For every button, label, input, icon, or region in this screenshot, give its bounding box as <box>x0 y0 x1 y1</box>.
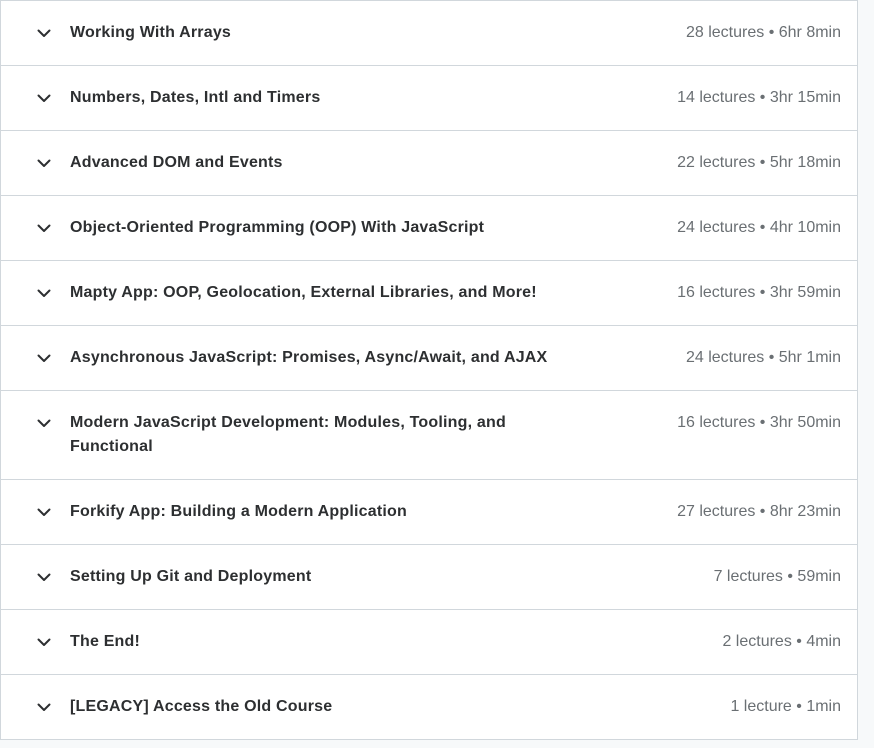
chevron-down-icon <box>37 508 51 517</box>
section-meta: 7 lectures • 59min <box>713 568 841 585</box>
chevron-down-icon <box>37 289 51 298</box>
section-title: Modern JavaScript Development: Modules, Tooling, and Functional <box>70 414 506 455</box>
section-row[interactable] <box>1 326 857 391</box>
chevron-down-icon <box>37 573 51 582</box>
section-meta: 14 lectures • 3hr 15min <box>677 89 841 106</box>
chevron-down-icon <box>37 159 51 168</box>
section-title: Object-Oriented Programming (OOP) With JavaScript <box>70 219 485 236</box>
section-meta: 24 lectures • 5hr 1min <box>685 349 841 366</box>
section-row[interactable] <box>1 675 857 740</box>
section-row[interactable] <box>1 261 857 326</box>
chevron-down-icon <box>37 638 51 647</box>
chevron-down-icon <box>37 419 51 428</box>
section-title: Forkify App: Building a Modern Application <box>70 503 407 520</box>
chevron-down-icon <box>37 354 51 363</box>
section-title: Setting Up Git and Deployment <box>70 568 312 585</box>
chevron-down-icon <box>37 94 51 103</box>
chevron-down-icon <box>37 29 51 38</box>
section-row[interactable] <box>1 391 857 480</box>
section-row[interactable] <box>1 480 857 545</box>
section-title: Numbers, Dates, Intl and Timers <box>70 89 321 106</box>
section-meta: 28 lectures • 6hr 8min <box>685 24 841 41</box>
chevron-down-icon <box>37 224 51 233</box>
section-meta: 16 lectures • 3hr 50min <box>677 414 841 431</box>
section-meta: 16 lectures • 3hr 59min <box>677 284 841 301</box>
section-meta: 27 lectures • 8hr 23min <box>677 503 841 520</box>
section-title: Working With Arrays <box>70 24 232 41</box>
section-meta: 2 lectures • 4min <box>722 633 841 650</box>
section-title: Mapty App: OOP, Geolocation, External Libraries, and More! <box>70 284 537 301</box>
section-meta: 24 lectures • 4hr 10min <box>677 219 841 236</box>
chevron-down-icon <box>37 703 51 712</box>
section-title: [LEGACY] Access the Old Course <box>70 698 333 715</box>
section-title: Advanced DOM and Events <box>70 154 283 171</box>
section-title: The End! <box>70 633 141 650</box>
section-row[interactable] <box>1 66 857 131</box>
section-row[interactable] <box>1 131 857 196</box>
section-row[interactable] <box>1 1 857 66</box>
section-title: Asynchronous JavaScript: Promises, Async/Await, and AJAX <box>70 349 548 366</box>
section-row[interactable] <box>1 610 857 675</box>
section-meta: 22 lectures • 5hr 18min <box>677 154 841 171</box>
section-row[interactable] <box>1 196 857 261</box>
section-row[interactable] <box>1 545 857 610</box>
section-meta: 1 lecture • 1min <box>730 698 841 715</box>
